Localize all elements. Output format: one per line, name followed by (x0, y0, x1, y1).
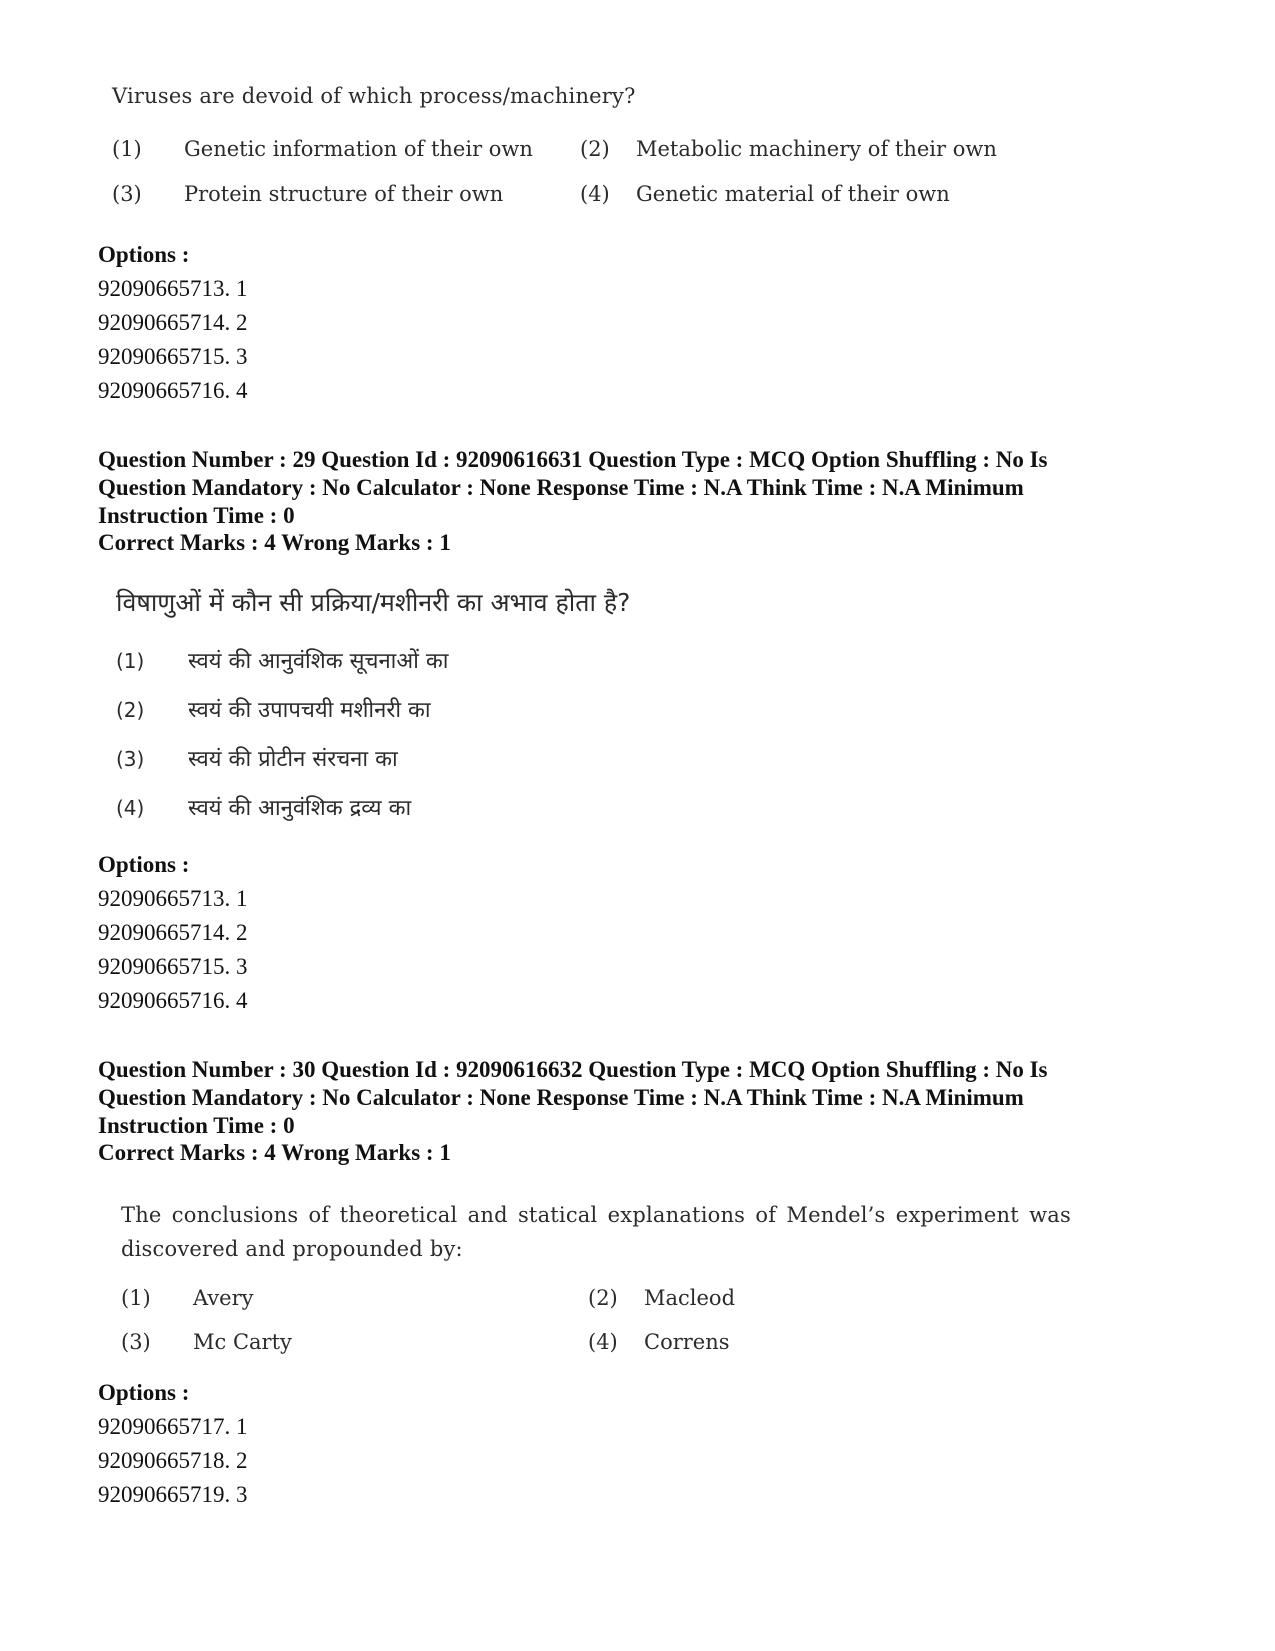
option-text: Mc Carty (193, 1330, 292, 1354)
question-line: The conclusions of theoretical and statical explanations of Mendel’s experiment was (121, 1203, 1071, 1227)
option-text: Correns (644, 1330, 730, 1354)
option-number: (1) (112, 137, 142, 161)
option-number: (2) (588, 1286, 618, 1310)
meta-line: Question Number : 30 Question Id : 92090616632 Question Type : MCQ Option Shuffling : No Is (98, 1057, 1048, 1082)
meta-line: Instruction Time : 0 (98, 1113, 295, 1138)
q29-question-text: विषाणुओं में कौन सी प्रक्रिया/मशीनरी का अभाव होता है? (116, 588, 631, 617)
option-text: स्वयं की प्रोटीन संरचना का (188, 747, 398, 772)
option-number: (3) (121, 1330, 151, 1354)
q29-option-2 (116, 694, 431, 724)
option-number: (1) (121, 1286, 151, 1310)
option-number: (3) (112, 182, 142, 206)
meta-line: Instruction Time : 0 (98, 503, 295, 528)
q30-question-text (121, 1198, 1071, 1266)
question-line: discovered and propounded by: (121, 1237, 463, 1261)
option-number: (3) (116, 747, 145, 771)
q30-metadata (98, 1056, 1188, 1140)
q29-marks: Correct Marks : 4 Wrong Marks : 1 (98, 530, 451, 555)
meta-line: Question Number : 29 Question Id : 92090616631 Question Type : MCQ Option Shuffling : No Is (98, 447, 1048, 472)
q28-option-3 (112, 182, 503, 206)
q30-option-2 (588, 1286, 735, 1310)
option-number: (2) (580, 137, 610, 161)
q28-option-2 (580, 137, 997, 161)
option-text: Genetic material of their own (636, 182, 950, 206)
option-id: 92090665716. 4 (98, 988, 248, 1013)
options-title: Options : (98, 852, 190, 877)
option-number: (2) (116, 698, 145, 722)
option-id: 92090665715. 3 (98, 344, 248, 369)
option-id: 92090665713. 1 (98, 276, 248, 301)
option-id: 92090665718. 2 (98, 1448, 248, 1473)
q29-options-list (98, 848, 248, 1018)
option-text: Protein structure of their own (184, 182, 504, 206)
meta-line: Question Mandatory : No Calculator : None Response Time : N.A Think Time : N.A Minimum (98, 475, 1024, 500)
meta-line: Question Mandatory : No Calculator : None Response Time : N.A Think Time : N.A Minimum (98, 1085, 1024, 1110)
q30-option-4 (588, 1330, 730, 1354)
option-id: 92090665716. 4 (98, 378, 248, 403)
option-text: स्वयं की आनुवंशिक सूचनाओं का (188, 649, 449, 674)
option-text: Macleod (644, 1286, 736, 1310)
options-title: Options : (98, 1380, 190, 1405)
option-id: 92090665714. 2 (98, 310, 248, 335)
option-number: (4) (116, 796, 145, 820)
option-id: 92090665714. 2 (98, 920, 248, 945)
option-text: स्वयं की आनुवंशिक द्रव्य का (188, 796, 412, 821)
option-text: Genetic information of their own (184, 137, 533, 161)
q28-options-list (98, 238, 248, 408)
q28-option-1 (112, 137, 533, 161)
option-id: 92090665717. 1 (98, 1414, 248, 1439)
option-number: (1) (116, 649, 145, 673)
q29-option-3 (116, 743, 398, 773)
option-text: Avery (193, 1286, 254, 1310)
q29-option-1 (116, 645, 448, 675)
options-title: Options : (98, 242, 190, 267)
q28-question-text: Viruses are devoid of which process/machinery? (112, 84, 636, 108)
option-number: (4) (588, 1330, 618, 1354)
option-text: स्वयं की उपापचयी मशीनरी का (188, 698, 431, 723)
q30-marks: Correct Marks : 4 Wrong Marks : 1 (98, 1140, 451, 1165)
option-id: 92090665719. 3 (98, 1482, 248, 1507)
option-number: (4) (580, 182, 610, 206)
q30-option-1 (121, 1286, 254, 1310)
q29-metadata (98, 446, 1188, 530)
option-id: 92090665713. 1 (98, 886, 248, 911)
q28-option-4 (580, 182, 950, 206)
option-id: 92090665715. 3 (98, 954, 248, 979)
q30-options-list (98, 1376, 248, 1512)
q29-option-4 (116, 792, 411, 822)
q30-option-3 (121, 1330, 292, 1354)
option-text: Metabolic machinery of their own (636, 137, 997, 161)
